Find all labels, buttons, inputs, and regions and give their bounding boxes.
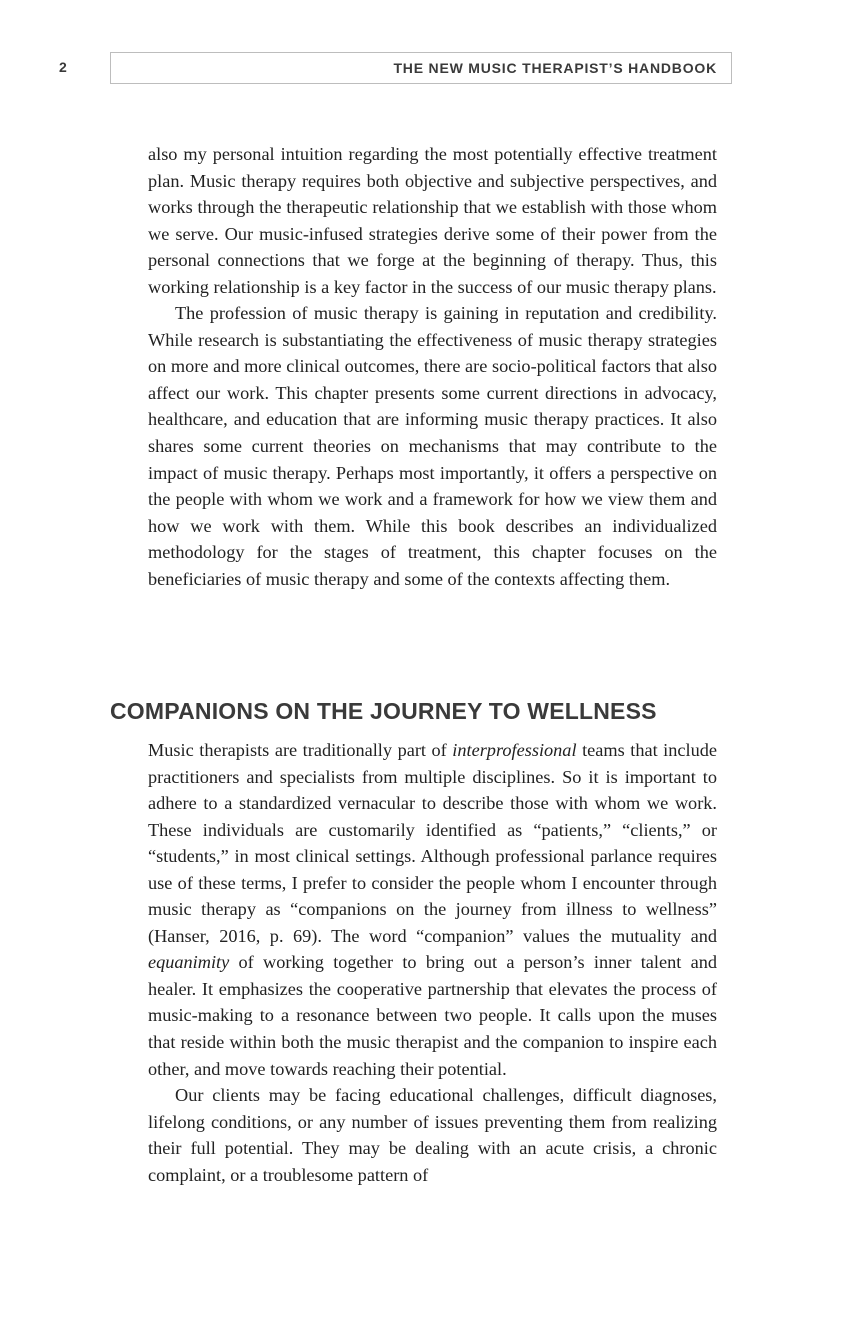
running-head-title: THE NEW MUSIC THERAPIST’S HANDBOOK bbox=[393, 60, 717, 76]
paragraph-continued: also my personal intuition regarding the most potentially effective treatment plan. Music therapy requires both objective and subjective perspectives, and works through the therapeutic relationship that we establish with those whom we serve. Our music-infused strategies derive some of their power from the personal connections that we forge at the beginning of therapy. Thus, this working relationship is a key factor in the success of our music therapy plans. bbox=[148, 144, 717, 297]
text-run: of working together to bring out a person’s inner talent and healer. It emphasizes the cooperative partnership that elevates the process of music-making to a resonance between two people. It calls upon the muses that reside within both the music therapist and the companion to inspire each other, and move towards reaching their potential. bbox=[148, 952, 717, 1079]
paragraph-profession: The profession of music therapy is gaining in reputation and credibility. While research is substantiating the effectiveness of music therapy strategies on more and more clinical outcomes, there are socio-political factors that also affect our work. This chapter presents some current directions in advocacy, healthcare, and education that are informing music therapy practices. It also shares some current theories on mechanisms that may contribute to the impact of music therapy. Perhaps most importantly, it offers a perspective on the people with whom we work and a framework for how we view them and how we work with them. While this book describes an individualized methodology for the stages of treatment, this chapter focuses on the beneficiaries of music therapy and some of the contexts affecting them. bbox=[148, 303, 717, 589]
text-run: teams that include practitioners and specialists from multiple disciplines. So it is important to adhere to a standardized vernacular to describe those with whom we work. These individuals are customarily identified as “patients,” “clients,” or “students,” in most clinical settings. Although professional parlance requires use of these terms, I prefer to consider the people whom I encounter through music therapy as “companions on the journey from illness to wellness” (Hanser, 2016, p. 69). The word “companion” values the mutuality and bbox=[148, 740, 717, 946]
italic-term-interprofessional: interprofessional bbox=[452, 740, 577, 760]
text-run: Music therapists are traditionally part of bbox=[148, 740, 453, 760]
page-number: 2 bbox=[59, 59, 68, 75]
paragraph-clients: Our clients may be facing educational challenges, difficult diagnoses, lifelong conditions, or any number of issues preventing them from realizing their full potential. They may be dealing with an acute crisis, a chronic complaint, or a troublesome pattern of bbox=[148, 1085, 717, 1185]
paragraph-companions bbox=[148, 737, 717, 1082]
running-head-box bbox=[110, 52, 732, 84]
section-heading: COMPANIONS ON THE JOURNEY TO WELLNESS bbox=[110, 698, 657, 724]
italic-term-equanimity: equanimity bbox=[148, 952, 230, 973]
body-text-top bbox=[148, 141, 717, 592]
body-text-section bbox=[148, 737, 717, 1188]
